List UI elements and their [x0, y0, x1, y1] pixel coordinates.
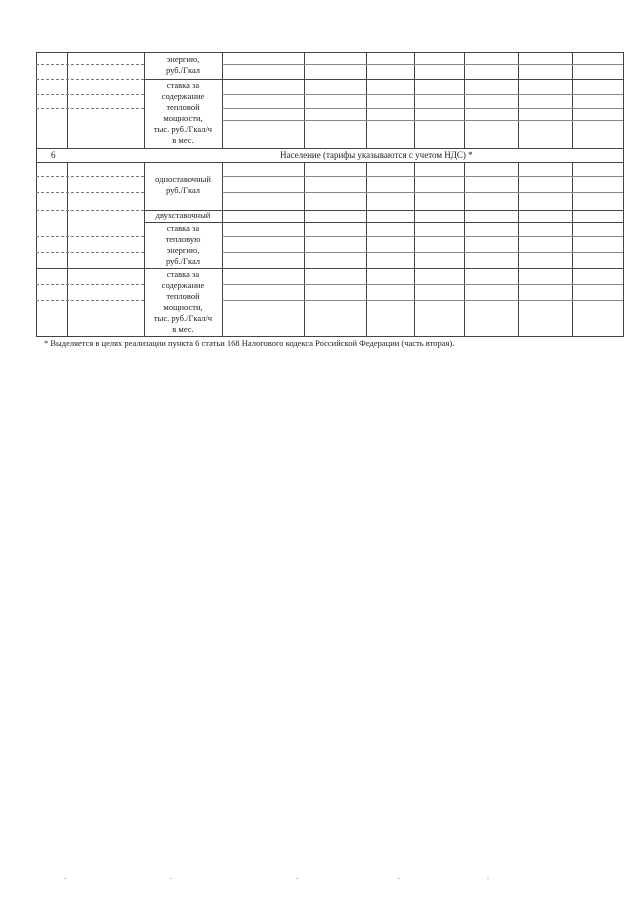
footnote: * Выделяется в целях реализации пункта 6 статьи 168 Налогового кодекса Российской Федерации (часть вторая).	[44, 338, 455, 348]
col-line-6b	[414, 162, 415, 337]
row-line-m	[222, 192, 623, 193]
col-line-5	[366, 52, 367, 148]
table-border-bottom	[36, 336, 624, 337]
col-line-9b	[572, 162, 573, 337]
col-line-1	[67, 52, 68, 148]
col-line-6	[414, 52, 415, 148]
section-title: Население (тарифы указываются с учетом НДС) *	[280, 150, 473, 160]
section-number: 6	[51, 150, 56, 160]
scan-speck	[296, 878, 298, 879]
row-line-section-top	[36, 148, 624, 149]
two-rate-cell: двухставочный	[155, 210, 211, 220]
scan-speck	[170, 878, 172, 879]
row-line-w	[222, 284, 623, 285]
row-line-k	[222, 176, 623, 177]
row-line-b	[222, 64, 623, 65]
row-line-g	[36, 108, 144, 109]
row-line-x	[36, 300, 144, 301]
row-line-j	[36, 176, 144, 177]
col-line-4	[304, 52, 305, 148]
row-line-s	[36, 252, 144, 253]
col-line-7	[464, 52, 465, 148]
row-line-h	[222, 108, 623, 109]
single-rate-cell: одноставочный руб./Гкал	[155, 174, 211, 195]
row-line-l	[36, 192, 144, 193]
row-line-v	[36, 284, 144, 285]
scan-speck	[64, 878, 66, 879]
row-line-f	[222, 94, 623, 95]
energy-rate-cell: ставка за тепловую энергию, руб./Гкал	[165, 223, 201, 266]
col-line-3b	[222, 162, 223, 337]
col-line-3	[222, 52, 223, 148]
row-line-y	[222, 300, 623, 301]
col-line-4b	[304, 162, 305, 337]
tariff-table	[36, 52, 624, 337]
table-border-top	[36, 52, 624, 53]
capacity-rate-cell: ставка за содержание тепловой мощности, тыс. руб./Гкал/ч в мес.	[153, 269, 213, 334]
col-line-5b	[366, 162, 367, 337]
col-line-8b	[518, 162, 519, 337]
row-line-section-bottom	[36, 162, 624, 163]
table-border-right	[623, 52, 624, 337]
top-energy-rate-cell: энергию, руб./Гкал	[165, 54, 201, 75]
row-line-c	[36, 79, 144, 80]
row-line-i	[222, 120, 623, 121]
row-line-t	[222, 252, 623, 253]
row-line-q	[36, 236, 144, 237]
row-line-o	[36, 210, 144, 211]
row-line-a	[36, 64, 144, 65]
col-line-7b	[464, 162, 465, 337]
top-capacity-rate-cell: ставка за содержание тепловой мощности, тыс. руб./Гкал/ч в мес.	[153, 80, 213, 145]
scan-speck	[487, 878, 489, 879]
scan-speck	[398, 878, 400, 879]
row-line-e	[36, 94, 144, 95]
col-line-8	[518, 52, 519, 148]
row-line-r	[222, 236, 623, 237]
row-line-u	[36, 268, 624, 269]
col-line-1b	[67, 162, 68, 337]
col-line-9	[572, 52, 573, 148]
